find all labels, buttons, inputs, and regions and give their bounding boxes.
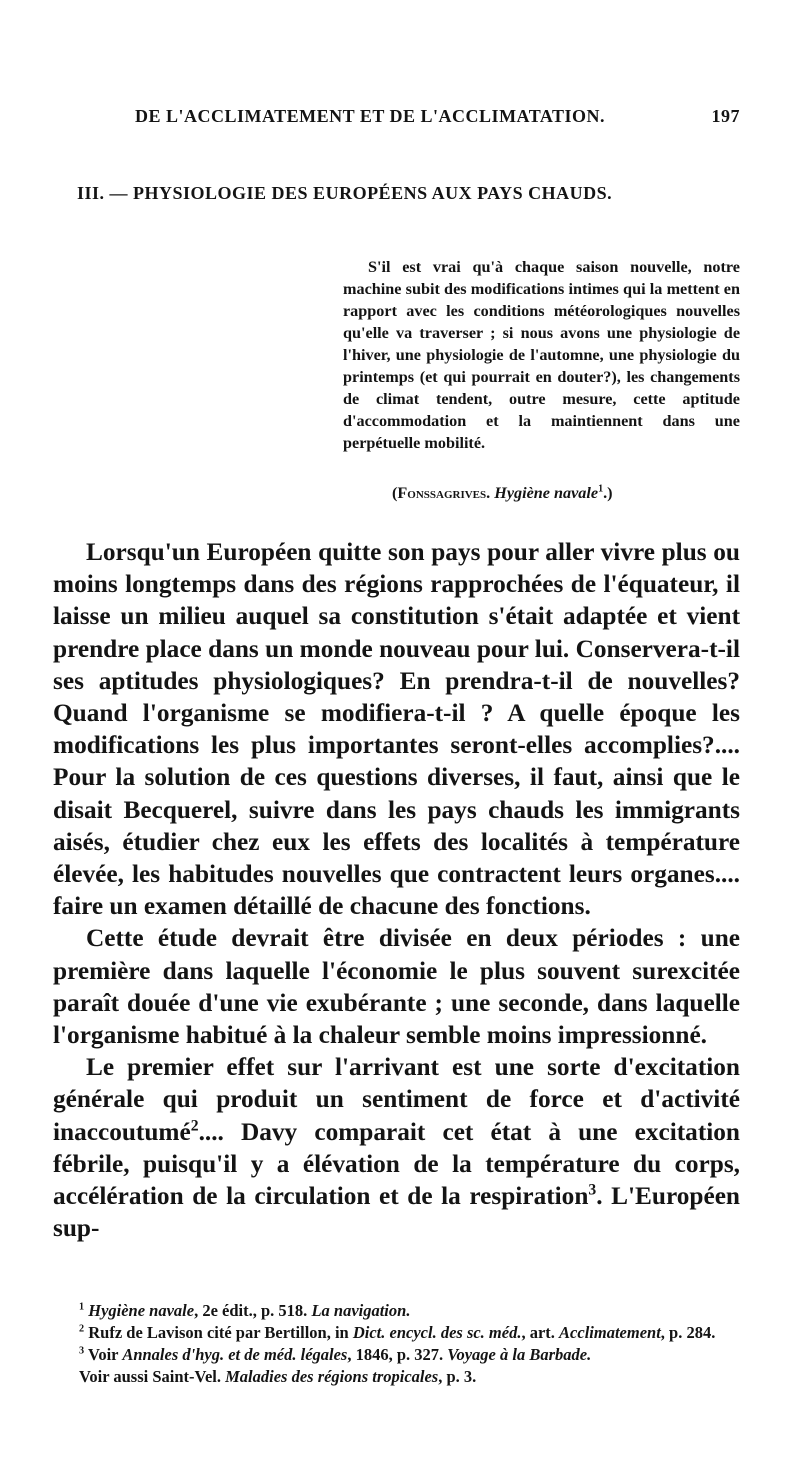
page-number: 197 xyxy=(711,106,740,126)
footnote-3-article: Voyage à la Barbade. xyxy=(447,1345,592,1364)
footnote-2-author: Rufz de Lavison cité par Bertillon, in xyxy=(88,1323,353,1342)
footnote-ref-1[interactable]: 1 xyxy=(598,483,604,495)
footnote-ref-3[interactable]: 3 xyxy=(588,1181,597,1199)
attribution-open: ( xyxy=(392,484,398,502)
footnote-2-art: , art. xyxy=(521,1323,560,1342)
section-heading: III. — PHYSIOLOGIE DES EUROPÉENS AUX PAYS CHAUDS. xyxy=(77,183,613,203)
footnote-4 xyxy=(53,1366,740,1388)
footnote-1 xyxy=(53,1300,740,1322)
footnote-2-page: , p. 284. xyxy=(660,1323,716,1342)
footnote-1-title: Hygiène navale xyxy=(88,1301,195,1320)
attribution-close: .) xyxy=(603,484,613,502)
paragraph-1: Lorsqu'un Européen quitte son pays pour aller vivre plus ou moins longtemps dans des régions rapprochées de l'équateur, il laisse un milieu auquel sa constitution s'était adaptée et vient prendre place dans un monde nouveau pour lui. Conservera-t-il ses aptitudes physiologiques? En prendra-t-il de nouvelles? Quand l'organisme se modifiera-t-il ? A quelle époque les modifications les plus importantes seront-elles accomplies?.... Pour la solution de ces questions diverses, il faut, ainsi que le disait Becquerel, suivre dans les pays chauds les immigrants aisés, étudier chez eux les effets des localités à température élevée, les habitudes nouvelles que contractent leurs organes.... faire un examen détaillé de chacune des fonctions. xyxy=(53,538,740,921)
footnote-3 xyxy=(53,1344,740,1366)
footnote-2-mark: 2 xyxy=(79,1323,85,1335)
footnote-3-journal: Annales d'hyg. et de méd. légales xyxy=(122,1345,348,1364)
footnote-ref-2[interactable]: 2 xyxy=(190,1117,199,1135)
footnote-2 xyxy=(53,1322,740,1344)
epigraph-text: S'il est vrai qu'à chaque saison nouvelle, notre machine subit des modifications intimes qui la mettent en rapport avec les conditions météorologiques nouvelles qu'elle va traverser ; si nous avons une physiologie de l'hiver, une physiologie de l'automne, une physiologie du printemps (et qui pourrait en douter?), les changements de climat tendent, outre mesure, cette aptitude d'accommodation et la maintiennent dans une perpétuelle mobilité. xyxy=(343,258,740,452)
running-header-title: DE L'ACCLIMATEMENT ET DE L'ACCLIMATATION. xyxy=(135,106,606,126)
footnote-2-dictionary: Dict. encycl. des sc. méd. xyxy=(352,1323,522,1342)
attribution-work: Hygiène navale xyxy=(494,484,599,502)
footnote-3-mark: 3 xyxy=(79,1345,85,1357)
footnote-1-section: La navigation. xyxy=(311,1301,411,1320)
footnote-4-title: Maladies des régions tropicales xyxy=(225,1367,439,1386)
epigraph xyxy=(343,256,740,454)
footnote-3-voir: Voir xyxy=(87,1345,123,1364)
footnote-4-author: Voir aussi Saint-Vel. xyxy=(79,1367,226,1386)
paragraph-3-part-b: .... Davy comparait cet état à une excitation fébrile, puisqu'il y a élévation de la température du corps, accélération de la circulation et de la respiration xyxy=(53,1117,740,1211)
footnote-1-edition: , 2e édit., p. 518. xyxy=(194,1301,312,1320)
footnote-1-mark: 1 xyxy=(79,1301,85,1313)
paragraph-3-part-a: Le premier effet sur l'arrivant est une sorte d'excitation générale qui produit un sentiment de force et d'activité inaccoutumé xyxy=(53,1053,740,1146)
paragraph-3 xyxy=(53,1051,740,1244)
footnotes xyxy=(53,1300,740,1388)
paragraph-2: Cette étude devrait être divisée en deux périodes : une première dans laquelle l'économie le plus souvent surexcitée paraît douée d'une vie exubérante ; une seconde, dans laquelle l'organisme habitué à la chaleur semble moins impressionné. xyxy=(53,924,740,1050)
footnote-4-page: , p. 3. xyxy=(438,1367,477,1386)
paragraph-3-part-c: . L'Européen sup- xyxy=(53,1182,740,1243)
running-header xyxy=(135,106,740,127)
attribution-author: Fonssagrives. xyxy=(397,484,491,502)
footnote-2-article: Acclimatement xyxy=(559,1323,661,1342)
footnote-3-year-page: , 1846, p. 327. xyxy=(347,1345,448,1364)
body-text xyxy=(53,536,740,1244)
epigraph-attribution xyxy=(392,484,613,503)
